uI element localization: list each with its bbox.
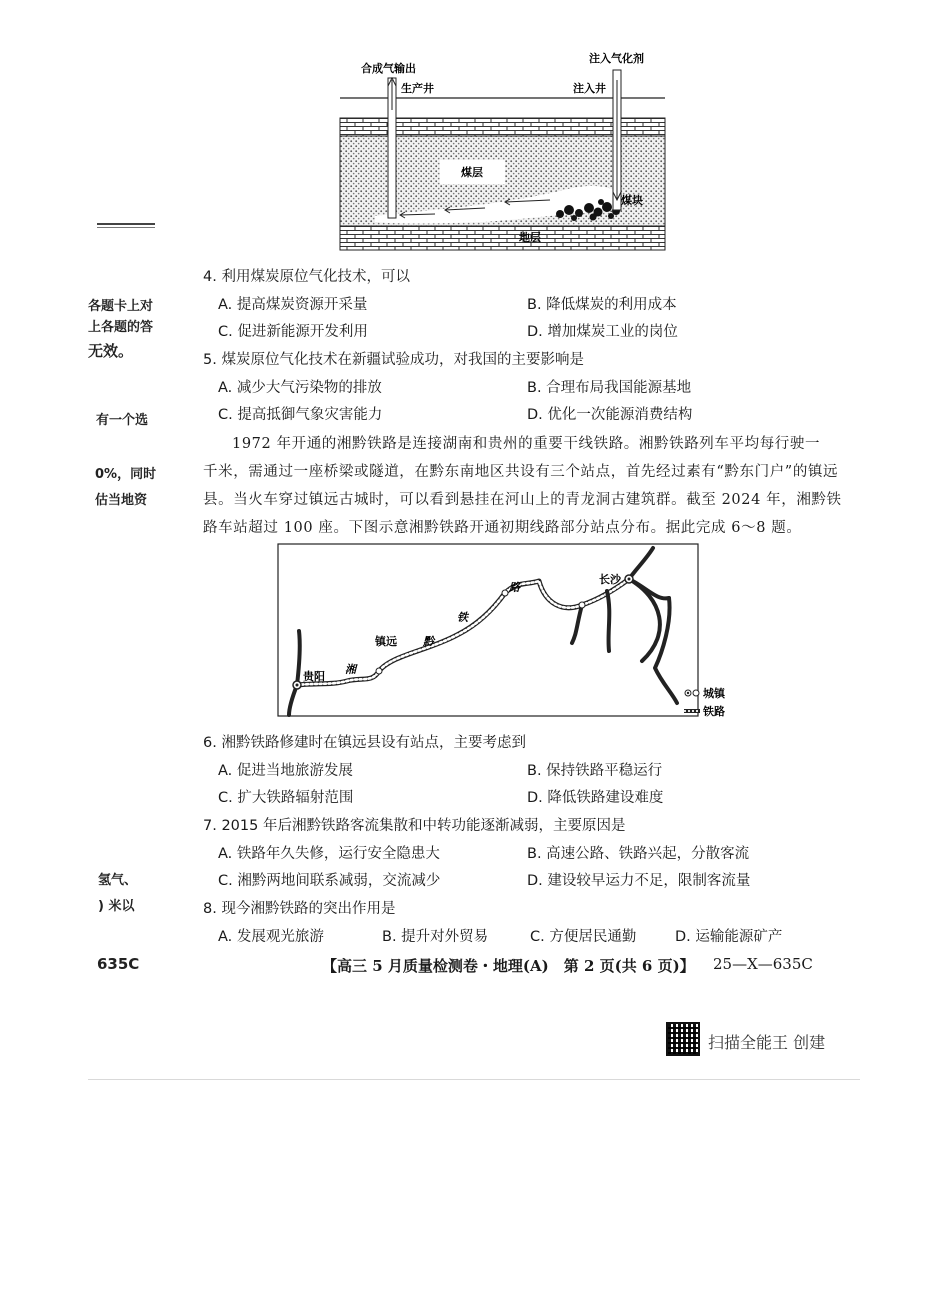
- question-8-stem: 8. 现今湘黔铁路的突出作用是: [203, 901, 396, 917]
- margin-fragment: 氢气、: [98, 873, 138, 888]
- question-7-option-a: A. 铁路年久失修，运行安全隐患大: [218, 846, 440, 862]
- syngas-out-label: 合成气输出: [361, 62, 416, 75]
- question-4-option-d: D. 增加煤炭工业的岗位: [527, 324, 678, 340]
- margin-rule: [97, 223, 155, 225]
- page-divider: [88, 1079, 860, 1080]
- question-6-stem: 6. 湘黔铁路修建时在镇远县设有站点，主要考虑到: [203, 735, 526, 751]
- margin-fragment: 各题卡上对: [88, 299, 154, 314]
- label-guiyang: 贵阳: [303, 670, 325, 683]
- margin-fragment: 估当地资: [95, 493, 148, 508]
- railway-map: [277, 543, 732, 720]
- question-6-option-b: B. 保持铁路平稳运行: [527, 763, 663, 779]
- question-7-option-c: C. 湘黔两地间联系减弱，交流减少: [218, 873, 441, 889]
- injection-well: [613, 70, 621, 210]
- question-5-stem: 5. 煤炭原位气化技术在新疆试验成功，对我国的主要影响是: [203, 352, 584, 368]
- question-6-option-d: D. 降低铁路建设难度: [527, 790, 664, 806]
- injection-well-label: 注入井: [573, 82, 606, 95]
- railway-char-2: 黔: [423, 635, 434, 648]
- margin-fragment: 有一个选: [96, 413, 149, 428]
- question-8-option-d: D. 运输能源矿产: [675, 929, 783, 945]
- railway-char-3: 铁: [457, 611, 468, 624]
- label-changsha: 长沙: [599, 573, 621, 586]
- production-well: [388, 78, 396, 218]
- question-6-option-c: C. 扩大铁路辐射范围: [218, 790, 354, 806]
- town-zhenyuan: [376, 668, 382, 674]
- question-5-option-d: D. 优化一次能源消费结构: [527, 407, 693, 423]
- passage-line-3: 县。当火车穿过镇远古城时，可以看到悬挂在河山上的青龙洞古建筑群。截至 2024 年，湘黔铁: [203, 492, 842, 508]
- strata-label: 地层: [519, 231, 541, 244]
- question-7-stem: 7. 2015 年后湘黔铁路客流集散和中转功能逐渐减弱，主要原因是: [203, 818, 626, 834]
- coal-gasification-diagram: [335, 50, 670, 255]
- passage-line-1: 1972 年开通的湘黔铁路是连接湖南和贵州的重要干线铁路。湘黔铁路列车平均每行驶一: [232, 436, 821, 452]
- question-4-option-b: B. 降低煤炭的利用成本: [527, 297, 677, 313]
- question-7-option-b: B. 高速公路、铁路兴起，分散客流: [527, 846, 750, 862]
- legend-town-label: 城镇: [703, 687, 725, 700]
- margin-fragment: 无效。: [88, 342, 134, 360]
- qr-code-icon: [666, 1022, 700, 1056]
- margin-fragment: 0%，同时: [95, 467, 157, 482]
- question-5-option-a: A. 减少大气污染物的排放: [218, 380, 382, 396]
- question-4-option-c: C. 促进新能源开发利用: [218, 324, 368, 340]
- railway-char-4: 路: [509, 581, 520, 594]
- question-5-option-b: B. 合理布局我国能源基地: [527, 380, 692, 396]
- production-well-label: 生产井: [401, 82, 434, 95]
- question-4-stem: 4. 利用煤炭原位气化技术，可以: [203, 269, 410, 285]
- margin-rule: [97, 227, 155, 228]
- question-7-option-d: D. 建设较早运力不足，限制客流量: [527, 873, 751, 889]
- question-6-option-a: A. 促进当地旅游发展: [218, 763, 353, 779]
- question-4-option-a: A. 提高煤炭资源开采量: [218, 297, 368, 313]
- question-8-option-b: B. 提升对外贸易: [382, 929, 489, 945]
- question-8-option-c: C. 方便居民通勤: [530, 929, 637, 945]
- railway-char-1: 湘: [345, 663, 356, 676]
- scanner-watermark: 扫描全能王 创建: [708, 1033, 826, 1052]
- margin-fragment: ) 米以: [98, 899, 135, 914]
- passage-line-2: 千米，需通过一座桥梁或隧道，在黔东南地区共设有三个站点，首先经过素有“黔东门户”的镇远: [203, 464, 839, 480]
- question-8-option-a: A. 发展观光旅游: [218, 929, 324, 945]
- page-footer: 【高三 5 月质量检测卷・地理(A) 第 2 页(共 6 页)】: [322, 957, 695, 975]
- paper-code: 25—X—635C: [713, 955, 813, 973]
- margin-fragment: 上各题的答: [88, 320, 154, 335]
- coal-seam-label: 煤层: [461, 166, 483, 179]
- label-zhenyuan: 镇远: [375, 635, 397, 648]
- margin-fragment: 635C: [97, 955, 140, 973]
- legend-railway-label: 铁路: [703, 705, 725, 718]
- passage-line-4: 路车站超过 100 座。下图示意湘黔铁路开通初期线路部分站点分布。据此完成 6～8 题。: [203, 520, 802, 536]
- gasifier-in-label: 注入气化剂: [589, 52, 644, 65]
- question-5-option-c: C. 提高抵御气象灾害能力: [218, 407, 383, 423]
- coal-block-label: 煤块: [621, 194, 643, 207]
